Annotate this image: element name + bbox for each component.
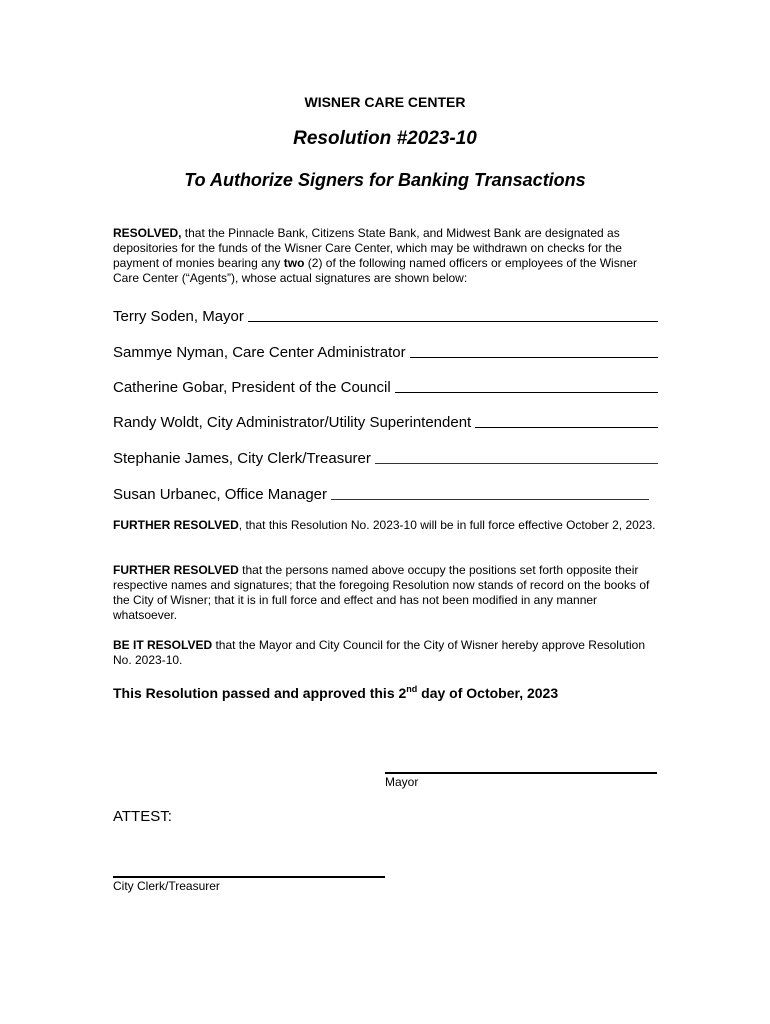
passed-statement xyxy=(113,684,558,701)
be-it-resolved-text: that the Mayor and City Council for the City of Wisner hereby approve Resolution No. 2023-10. xyxy=(113,638,645,667)
resolved-text-part2: (2) of the following named officers or employees of the Wisner Care Center (“Agents”), whose actual signatures are shown below: xyxy=(113,256,638,285)
signer-row-office-manager xyxy=(113,481,658,503)
mayor-signature-line xyxy=(385,772,657,774)
further-resolved-lead: FURTHER RESOLVED xyxy=(113,518,239,532)
signer-name: Sammye Nyman, Care Center Administrator xyxy=(113,344,406,361)
signer-row-mayor xyxy=(113,303,658,325)
further-resolved-text: that the persons named above occupy the positions set forth opposite their respective names and signatures; that the foregoing Resolution now stands of record on the books of the City of Wisner; that it is in full force and effect and has not been modified in any manner whatsoever. xyxy=(113,563,650,622)
mayor-label: Mayor xyxy=(385,775,419,789)
resolution-title: Resolution #2023-10 xyxy=(293,128,477,149)
resolved-emphasis: two xyxy=(283,256,305,270)
signer-name: Stephanie James, City Clerk/Treasurer xyxy=(113,450,371,467)
organization-name: WISNER CARE CENTER xyxy=(304,94,466,110)
signer-row-council-president xyxy=(113,374,658,396)
signature-line xyxy=(410,357,658,358)
be-it-resolved-lead: BE IT RESOLVED xyxy=(113,638,213,652)
signer-row-city-administrator xyxy=(113,409,658,431)
signer-name: Terry Soden, Mayor xyxy=(113,308,244,325)
signer-row-city-clerk xyxy=(113,445,658,467)
resolved-text-part1: that the Pinnacle Bank, Citizens State Bank, and Midwest Bank are designated as depositories for the funds of the Wisner Care Center, which may be withdrawn on checks for the payment of monies bearing any xyxy=(113,226,622,270)
passed-prefix: This Resolution passed and approved this 2 xyxy=(113,685,407,701)
signer-name: Susan Urbanec, Office Manager xyxy=(113,486,328,503)
be-it-resolved-paragraph xyxy=(113,638,658,668)
signature-line xyxy=(375,463,658,464)
signature-line xyxy=(331,499,649,500)
signature-line xyxy=(248,321,658,322)
resolved-paragraph xyxy=(113,226,658,286)
passed-ordinal: nd xyxy=(406,684,418,694)
clerk-signature-line xyxy=(113,876,385,878)
resolution-subtitle: To Authorize Signers for Banking Transactions xyxy=(184,170,586,190)
resolved-lead: RESOLVED, xyxy=(113,226,182,240)
signer-row-administrator xyxy=(113,339,658,361)
attest-label: ATTEST: xyxy=(113,808,172,825)
clerk-label: City Clerk/Treasurer xyxy=(113,879,220,893)
signer-name: Randy Woldt, City Administrator/Utility Superintendent xyxy=(113,414,472,431)
further-resolved-lead: FURTHER RESOLVED xyxy=(113,563,239,577)
signature-line xyxy=(475,427,658,428)
signature-line xyxy=(395,392,658,393)
further-resolved-paragraph-2 xyxy=(113,563,658,623)
passed-suffix: day of October, 2023 xyxy=(417,685,559,701)
signer-name: Catherine Gobar, President of the Council xyxy=(113,379,391,396)
further-resolved-paragraph-1 xyxy=(113,518,658,533)
further-resolved-text: , that this Resolution No. 2023-10 will be in full force effective October 2, 2023. xyxy=(238,518,656,532)
